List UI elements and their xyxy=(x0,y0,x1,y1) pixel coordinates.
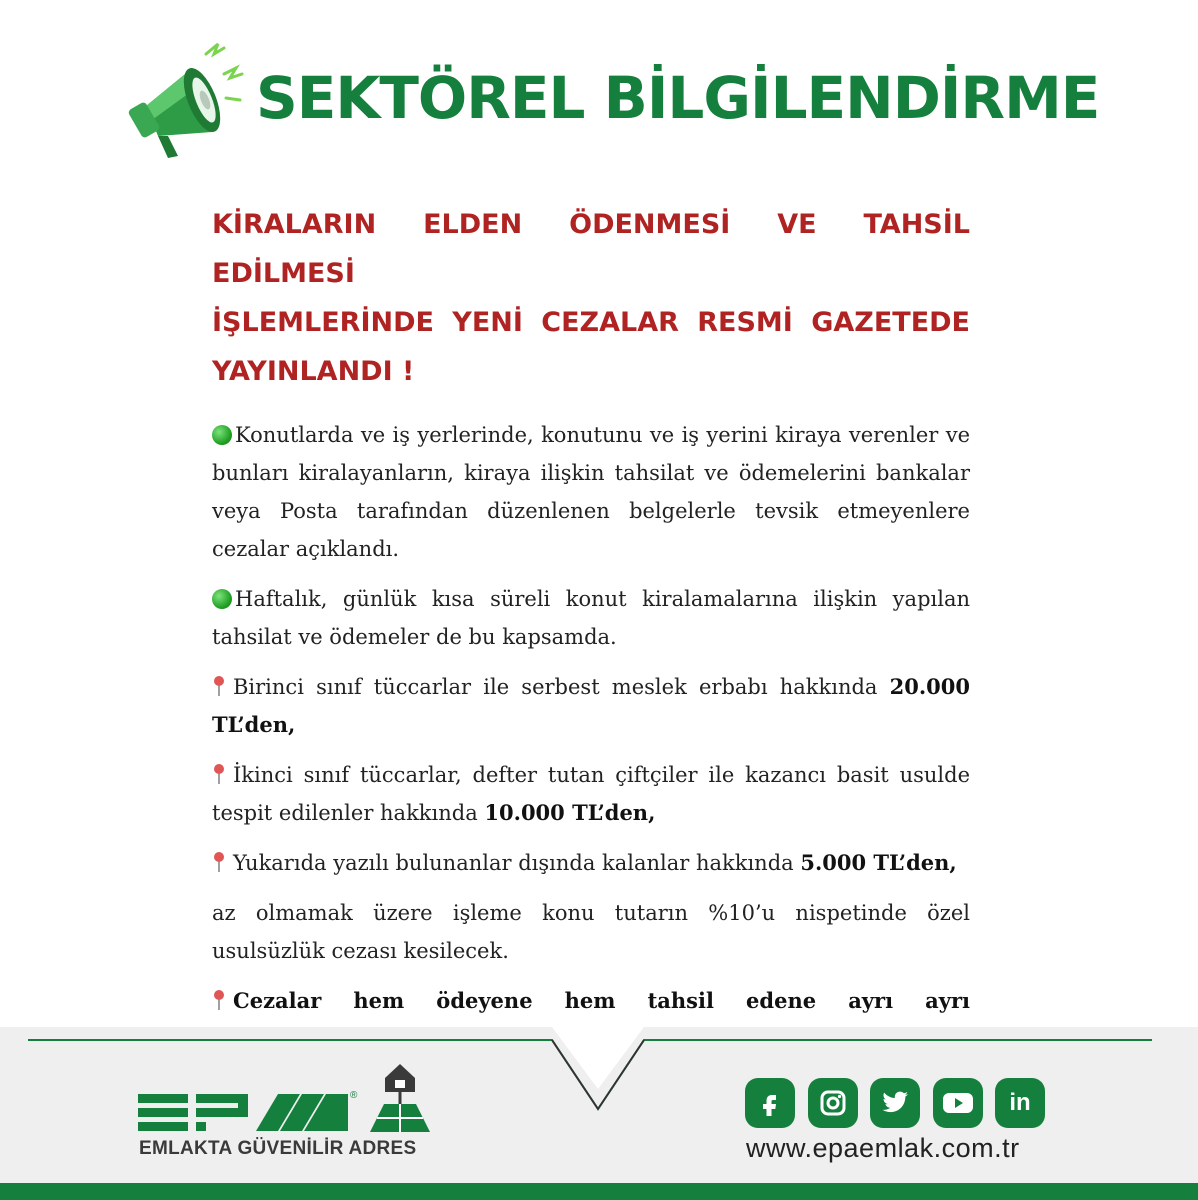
penalty-text: Yukarıda yazılı bulunanlar dışında kalanlar hakkında xyxy=(233,851,801,875)
penalty-second-class xyxy=(212,756,970,832)
penalty-text: İkinci sınıf tüccarlar, defter tutan çiftçiler ile kazancı basit usulde tespit edilenler hakkında xyxy=(212,763,970,825)
pushpin-icon xyxy=(212,989,226,1011)
tagline: EMLAKTA GÜVENİLİR ADRES xyxy=(139,1138,417,1159)
svg-text:®: ® xyxy=(350,1090,358,1101)
green-circle-icon xyxy=(212,425,232,445)
green-circle-icon xyxy=(212,589,232,609)
headline-line: YAYINLANDI ! xyxy=(212,356,415,387)
penalty-amount: 10.000 TL’den, xyxy=(484,800,656,825)
paragraph-rent-payments xyxy=(212,416,970,568)
headline-line: İŞLEMLERİNDE YENİ CEZALAR RESMİ GAZETEDE xyxy=(212,307,970,338)
pushpin-icon xyxy=(212,675,226,697)
paragraph-short-term-rentals xyxy=(212,580,970,656)
twitter-icon[interactable] xyxy=(870,1078,920,1128)
linkedin-icon[interactable]: in xyxy=(995,1078,1045,1128)
penalty-others xyxy=(212,844,970,882)
penalty-text: Birinci sınıf tüccarlar ile serbest meslek erbabı hakkında xyxy=(233,675,890,699)
paragraph-text: Cezalar hem ödeyene hem tahsil edene ayrı ayrı xyxy=(233,988,970,1013)
megaphone-icon xyxy=(128,40,258,165)
bottom-bar xyxy=(0,1183,1198,1200)
pushpin-icon xyxy=(212,763,226,785)
headline-line: KİRALARIN ELDEN ÖDENMESİ VE TAHSİL EDİLMESİ xyxy=(212,209,970,289)
youtube-icon[interactable] xyxy=(933,1078,983,1128)
header xyxy=(0,0,1198,190)
paragraph-minimum-rate: az olmamak üzere işleme konu tutarın %10’u nispetinde özel usulsüzlük cezası kesilecek. xyxy=(212,901,970,963)
pushpin-icon xyxy=(212,851,226,873)
headline xyxy=(212,200,970,396)
facebook-icon[interactable] xyxy=(745,1078,795,1128)
website-link[interactable]: www.epaemlak.com.tr xyxy=(746,1133,1020,1163)
page-title: SEKTÖREL BİLGİLENDİRME xyxy=(256,64,1100,132)
paragraph-text: Haftalık, günlük kısa süreli konut kiralamalarına ilişkin yapılan tahsilat ve ödemeler de bu kapsamda. xyxy=(212,587,970,649)
penalty-amount: 5.000 TL’den, xyxy=(800,850,957,875)
article xyxy=(212,200,970,1058)
instagram-icon[interactable] xyxy=(808,1078,858,1128)
penalty-amount: 20.000 TL’den, xyxy=(212,674,970,737)
paragraph-text: Konutlarda ve iş yerlerinde, konutunu ve iş yerini kiraya verenler ve bunları kiralayanların, kiraya ilişkin tahsilat ve ödemelerini bankalar veya Posta tarafından düzenlenen belgelerle tevsik etmeyenlere cezalar açıklandı. xyxy=(212,423,970,561)
penalty-first-class xyxy=(212,668,970,744)
epa-logo xyxy=(138,1060,438,1140)
